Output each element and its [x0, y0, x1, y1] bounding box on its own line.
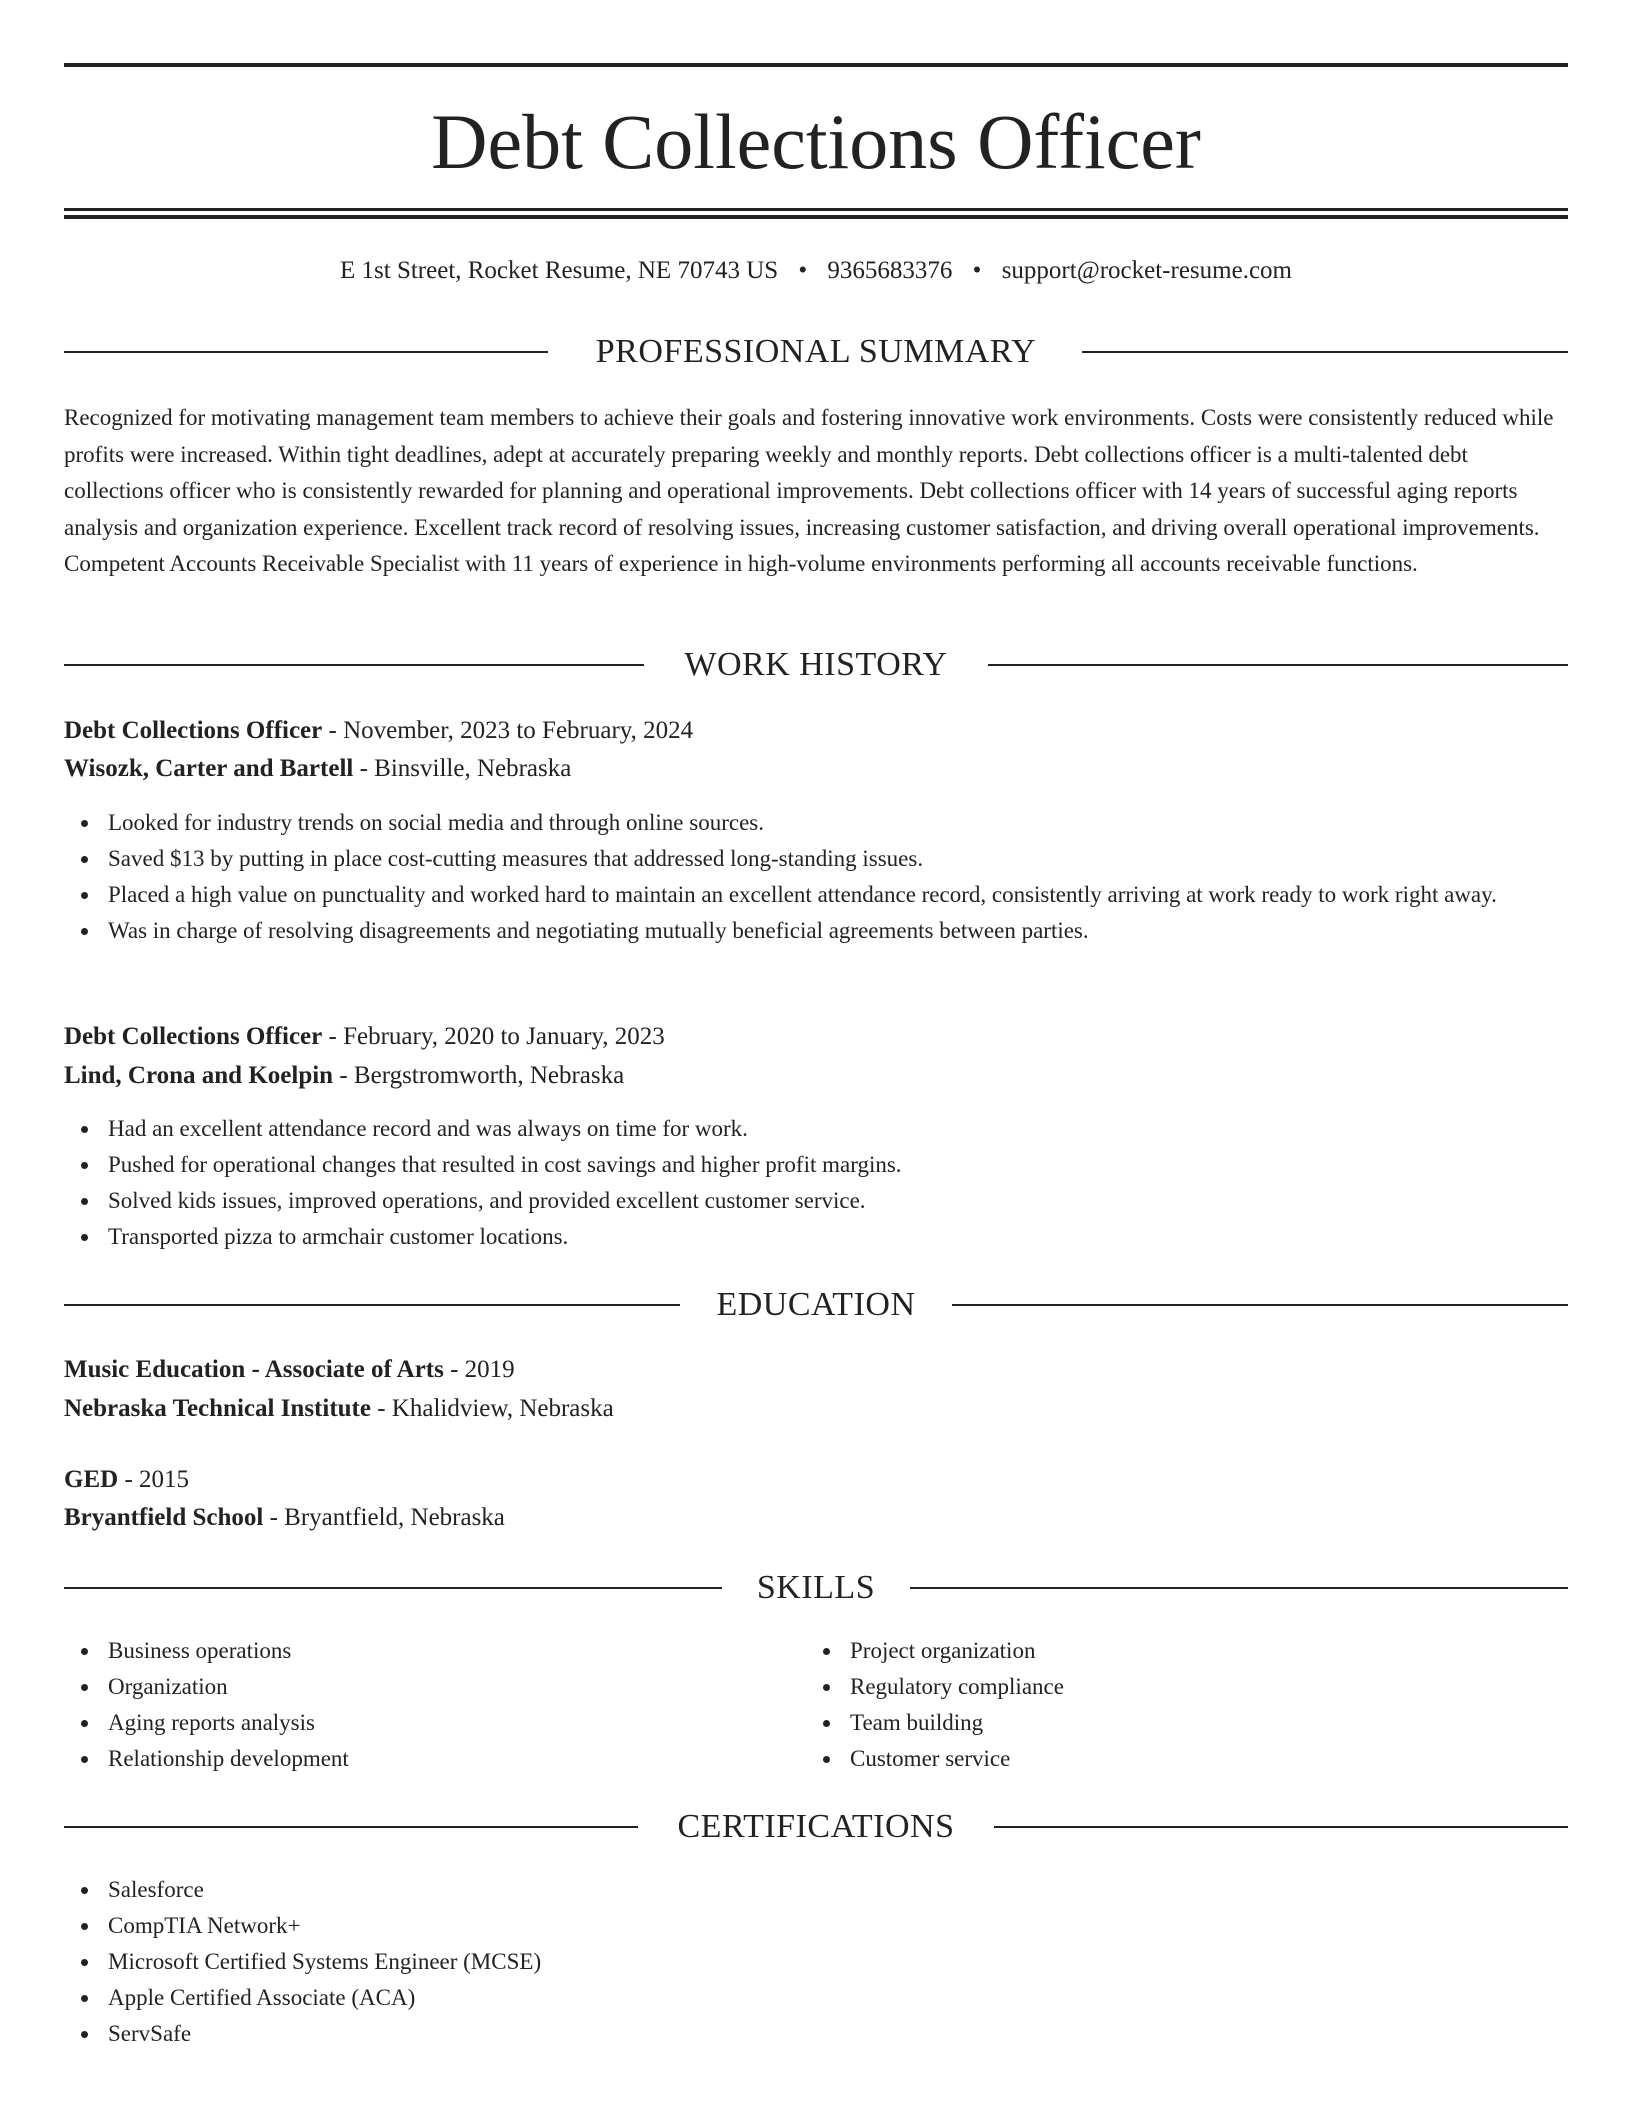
contact-email: support@rocket-resume.com [1001, 257, 1292, 284]
list-item: Solved kids issues, improved operations, and provided excellent customer service. [64, 1183, 1568, 1219]
list-item: Had an excellent attendance record and was always on time for work. [64, 1111, 1568, 1147]
summary-text: Recognized for motivating management team members to achieve their goals and fostering innovative work environments. Costs were consistently reduced while profits were increased. Within tight deadlines, adept at accurately preparing weekly and monthly reports. Debt collections officer is a multi-talented debt collections officer who is consistently rewarded for planning and operational improvements. Debt collections officer with 14 years of successful aging reports analysis and organization experience. Excellent track record of resolving issues, increasing customer satisfaction, and driving overall operational improvements. Competent Accounts Receivable Specialist with 11 years of experience in high-volume environments performing all accounts receivable functions. [64, 405, 1554, 576]
degree-line [64, 1351, 1568, 1389]
section-header-skills [64, 1566, 1568, 1610]
contact-separator: • [798, 257, 808, 284]
school-location: - Khalidview, Nebraska [370, 1395, 614, 1422]
school-line [64, 1499, 1568, 1537]
list-item: Was in charge of resolving disagreements and negotiating mutually beneficial agreements between parties. [64, 913, 1568, 949]
list-item: Saved $13 by putting in place cost-cutting measures that addressed long-standing issues. [64, 841, 1568, 877]
job-title: Debt Collections Officer [64, 717, 323, 744]
degree-line [64, 1461, 1568, 1499]
section-header-certifications [64, 1805, 1568, 1849]
list-item: Relationship development [64, 1741, 1568, 1777]
section-title: WORK HISTORY [684, 646, 948, 683]
section-header-education [64, 1283, 1568, 1327]
list-item: Pushed for operational changes that resulted in cost savings and higher profit margins. [64, 1147, 1568, 1183]
list-item: Business operations [64, 1633, 1568, 1669]
section-title: SKILLS [756, 1569, 876, 1606]
resume-title: Debt Collections Officer [431, 98, 1201, 185]
list-item: Regulatory compliance [806, 1669, 1632, 1705]
employer-name: Lind, Crona and Koelpin [64, 1062, 334, 1089]
contact-phone: 9365683376 [827, 257, 953, 284]
title-rule-upper [64, 208, 1568, 211]
list-item: Aging reports analysis [64, 1705, 1568, 1741]
list-item: Team building [806, 1705, 1632, 1741]
list-item: Project organization [806, 1633, 1632, 1669]
degree-name: Music Education - Associate of Arts [64, 1356, 444, 1383]
degree-year: - 2015 [118, 1466, 190, 1493]
list-item: ServSafe [64, 2016, 1568, 2052]
list-item: Looked for industry trends on social media and through online sources. [64, 805, 1568, 841]
employer-location: - Bergstromworth, Nebraska [333, 1062, 625, 1089]
degree-name: GED [64, 1466, 119, 1493]
job-dates: - February, 2020 to January, 2023 [322, 1023, 665, 1050]
school-name: Nebraska Technical Institute [64, 1395, 371, 1422]
top-rule [64, 63, 1568, 67]
section-title: CERTIFICATIONS [677, 1808, 955, 1845]
job-title: Debt Collections Officer [64, 1023, 323, 1050]
job-bullet-list [64, 1111, 1568, 1255]
list-item: Transported pizza to armchair customer locations. [64, 1219, 1568, 1255]
degree-year: - 2019 [443, 1356, 515, 1383]
list-item: Placed a high value on punctuality and worked hard to maintain an excellent attendance record, consistently arriving at work ready to work right away. [64, 877, 1568, 913]
job-title-line [64, 712, 1568, 750]
section-title: EDUCATION [716, 1286, 916, 1323]
employer-location: - Binsville, Nebraska [353, 755, 572, 782]
list-item: CompTIA Network+ [64, 1908, 1568, 1944]
employer-line [64, 750, 1568, 788]
certifications-list [64, 1872, 1568, 2052]
school-location: - Bryantfield, Nebraska [263, 1504, 505, 1531]
contact-address: E 1st Street, Rocket Resume, NE 70743 US [340, 257, 779, 284]
skills-list-right [806, 1633, 1632, 1777]
section-title: PROFESSIONAL SUMMARY [595, 333, 1037, 370]
job-bullet-list [64, 805, 1568, 949]
employer-name: Wisozk, Carter and Bartell [64, 755, 354, 782]
contact-line [64, 254, 1568, 288]
employer-line [64, 1057, 1568, 1095]
school-name: Bryantfield School [64, 1504, 264, 1531]
title-rule-lower [64, 215, 1568, 219]
list-item: Organization [64, 1669, 1568, 1705]
list-item: Customer service [806, 1741, 1632, 1777]
list-item: Salesforce [64, 1872, 1568, 1908]
job-title-line [64, 1018, 1568, 1056]
section-header-work-history [64, 643, 1568, 687]
contact-separator: • [972, 257, 982, 284]
school-line [64, 1390, 1568, 1428]
list-item: Apple Certified Associate (ACA) [64, 1980, 1568, 2016]
section-header-summary [64, 330, 1568, 374]
job-dates: - November, 2023 to February, 2024 [322, 717, 694, 744]
list-item: Microsoft Certified Systems Engineer (MCSE) [64, 1944, 1568, 1980]
